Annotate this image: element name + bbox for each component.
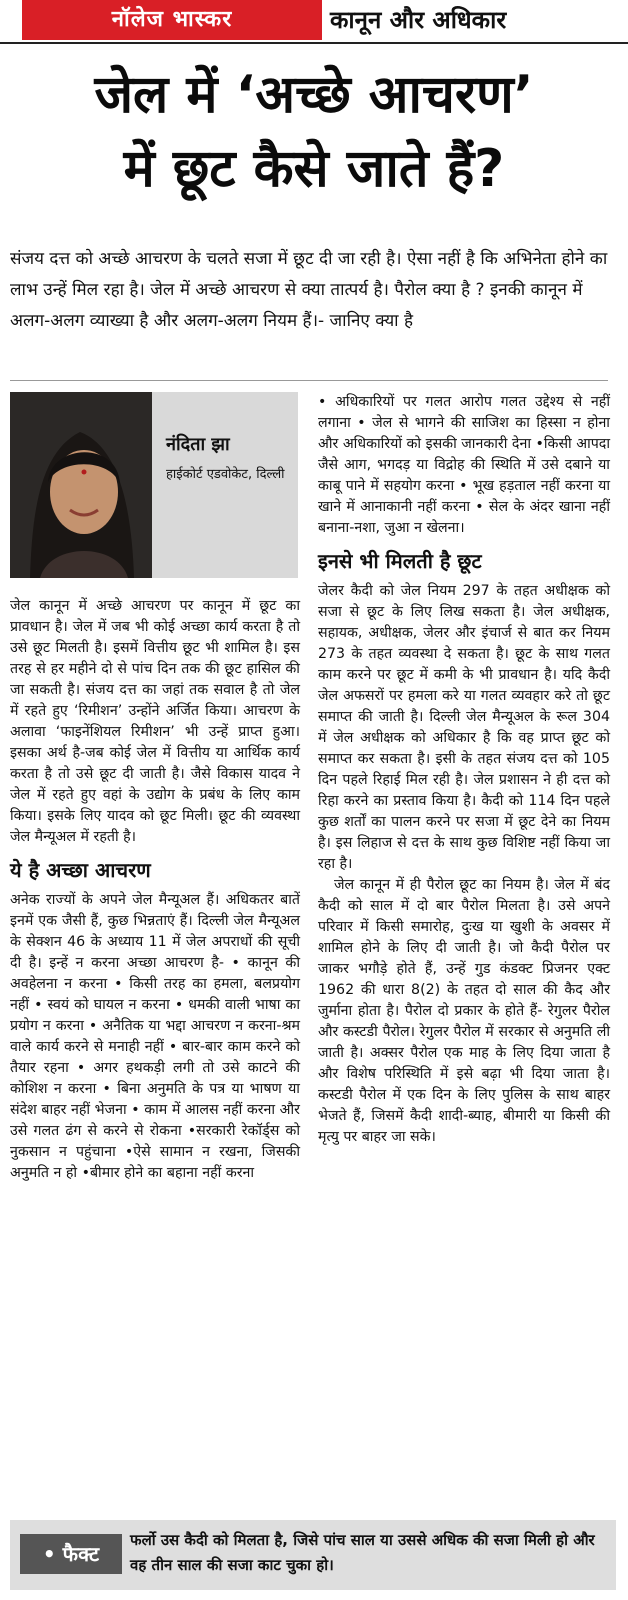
divider (10, 380, 608, 381)
author-role: हाईकोर्ट एडवोकेट, दिल्ली (166, 467, 285, 482)
headline-line-1: जेल में ‘अच्छे आचरण’ (94, 65, 534, 125)
author-portrait-icon (10, 392, 152, 578)
section-title: कानून और अधिकार (330, 6, 507, 34)
headline-line-2: में छूट कैसे जाते हैं? (123, 139, 505, 199)
left-body-paragraph: अनेक राज्यों के अपने जेल मैन्यूअल हैं। अधिकतर बातें इनमें एक जैसी हैं, कुछ भिन्नताएं हैं। दिल्ली जेल मैन्यूअल के सेक्शन 46 के अध्याय 11 में जेल अपराधों की सूची दी है। इन्हें न करना अच्छा आचरण है- • कानून की अवहेलना न करना • किसी तरह का हमला, बलप्रयोग नहीं • स्वयं को घायल न करना • धमकी वाली भाषा का प्रयोग न करना • अनैतिक या भद्दा आचरण न करना-श्रम वाले कार्य करने से मनाही नहीं • बार-बार काम करने को तैयार रहना • अगर हथकड़ी लगी तो उसे काटने की कोशिश न करना • बिना अनुमति के पत्र या भाषण या संदेश बाहर नहीं भेजना • काम में आलस नहीं करना और उसे गलत ढंग से करने से रोकना •सरकारी रेकॉर्ड्स को नुकसान न पहुंचाना •ऐसे सामान न रखना, जिसकी अनुमति न हो •बीमार होने का बहाना नहीं करना (10, 892, 300, 1181)
left-column (10, 596, 300, 1184)
masthead-rule (0, 42, 628, 44)
author-name: नंदिता झा (166, 434, 230, 455)
right-paragraph-1: जेलर कैदी को जेल नियम 297 के तहत अधीक्षक को सजा से छूट के लिए लिख सकता है। जेल अधीक्षक, सहायक, अधीक्षक, जेलर और इंचार्ज से बात कर नियम 273 के तहत व्यवस्था दे सकता है। छूट के साथ गलत काम करने पर छूट में कमी के भी प्रावधान है। यदि कैदी जेल अफसरों पर हमला करे या गलत व्यवहार करे तो छूट समाप्त की जाती है। दिल्ली जेल मैन्यूअल के रूल 304 में जेल अधीक्षक को अधिकार है कि वह प्राप्त छूट को समाप्त कर सकता है। इसी के तहत संजय दत्त को 105 दिन पहले रिहाई मिल रही है। जेल प्रशासन ने ही दत्त को रिहा करने का प्रस्ताव किया है। कैदी को 114 दिन पहले कुछ शर्तों का पालन करने पर सजा में छूट देने का नियम है। इस लिहाज से दत्त के साथ कुछ विशिष्ट नहीं किया जा रहा है। (318, 583, 610, 872)
masthead (0, 0, 628, 44)
subhead-good-conduct: ये है अच्छा आचरण (10, 858, 151, 882)
right-paragraph-2: जेल कानून में ही पैरोल छूट का नियम है। जेल में बंद कैदी को साल में दो बार पैरोल मिलता है। उसे अपने परिवार में किसी समारोह, दुःख या खुशी के अवसर में शामिल होने के लिए दी जाती है। जो कैदी पैरोल पर जाकर भगौड़े होते हैं, उन्हें गुड कंडक्ट प्रिजनर एक्ट 1962 की धारा 8(2) के तहत दो साल की कैद और जुर्माना होता है। पैरोल दो प्रकार के होते हैं- रेगुलर पैरोल और कस्टडी पैरोल। रेगुलर पैरोल में सरकार से अनुमति ली जाती है। अक्सर पैरोल एक माह के लिए दिया जाता है और विशेष परिस्थिति में इसे बढ़ा भी दिया जाता है। कस्टडी पैरोल में एक दिन के लिए पुलिस के साथ बाहर भेजते हैं, जिसमें कैदी शादी-ब्याह, बीमारी या किसी की मृत्यु पर बाहर जा सके। (318, 877, 610, 1145)
fact-box (10, 1520, 616, 1590)
headline (10, 58, 618, 206)
fact-text: फर्लो उस कैदी को मिलता है, जिसे पांच साल या उससे अधिक की सजा मिली हो और वह तीन साल की सजा काट चुका हो। (130, 1531, 595, 1574)
right-column (318, 392, 610, 1148)
author-box (10, 392, 298, 578)
standfirst: संजय दत्त को अच्छे आचरण के चलते सजा में छूट दी जा रही है। ऐसा नहीं है कि अभिनेता होने का लाभ उन्हें मिल रहा है। जेल में अच्छे आचरण से क्या तात्पर्य है। पैरोल क्या है ? इनकी कानून में अलग-अलग व्याख्या है और अलग-अलग नियम हैं।- जानिए क्या है (10, 249, 608, 331)
right-intro-paragraph: • अधिकारियों पर गलत आरोप गलत उद्देश्य से नहीं लगाना • जेल से भागने की साजिश का हिस्सा न होना और अधिकारियों को इसकी जानकारी देना •किसी आपदा जैसे आग, भगदड़ या विद्रोह की स्थिति में उसे दबाने या काबू पाने में सहयोग करना • भूख हड़ताल नहीं करना या खाने में आनाकानी नहीं करना • सेल के अंदर खाना नहीं बनाना-नशा, जुआ न खेलना। (318, 394, 610, 536)
fact-label: • फैक्ट (20, 1534, 122, 1574)
author-photo (10, 392, 152, 578)
left-intro-paragraph: जेल कानून में अच्छे आचरण पर कानून में छूट का प्रावधान है। जेल में जब भी कोई अच्छा कार्य करता है तो उसे छूट मिलती है। इसमें वित्तीय छूट भी शामिल है। इस तरह से हर महीने दो से पांच दिन तक की छूट हासिल की जा सकती है। संजय दत्त का जहां तक सवाल है तो जेल में रहते हुए ‘रिमीशन’ उन्होंने अर्जित किया। आचरण के अलावा ‘फाइनेंशियल रिमीशन’ भी उन्हें प्राप्त हुआ। इसका अर्थ है-जब कोई जेल में वित्तीय या आर्थिक कार्य करता है तो उसे छूट दी जाती है। जैसे विकास यादव ने जेल में रहते हुए वहां के उद्योग के प्रबंध के लिए काम किया। इसके लिए यादव को छूट मिली। छूट की व्यवस्था जेल मैन्यूअल में रहती है। (10, 598, 300, 845)
brand-label: नॉलेज भास्कर (22, 0, 322, 40)
subhead-other-remission: इनसे भी मिलती है छूट (318, 549, 482, 573)
